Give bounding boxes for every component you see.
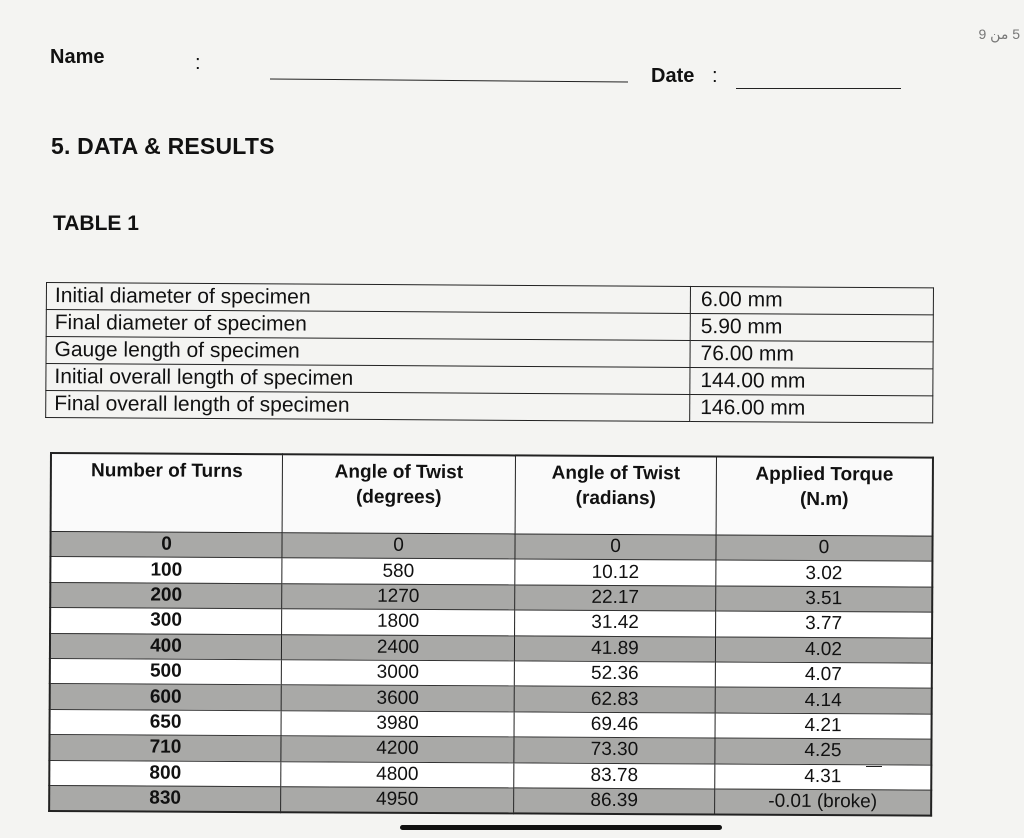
date-blank-line: [736, 88, 901, 89]
specimen-table: [45, 282, 934, 423]
torque-cell: 4.07: [715, 662, 932, 689]
table-row: [49, 785, 931, 816]
date-label: Date: [651, 65, 695, 87]
pen-dash-mark: [866, 766, 882, 767]
torque-cell: 4.02: [715, 637, 932, 664]
table-title: TABLE 1: [53, 212, 139, 235]
torque-cell: -0.01 (broke): [715, 789, 932, 816]
degrees-cell: 4800: [281, 761, 514, 788]
torque-cell: 4.21: [715, 713, 932, 740]
home-indicator-bar[interactable]: [400, 825, 722, 830]
specimen-value: 6.00 mm: [690, 286, 933, 314]
header-number-of-turns: Number of Turns: [51, 453, 283, 533]
name-label: Name: [50, 46, 105, 68]
turns-cell: 300: [50, 608, 282, 635]
header-angle-degrees: Angle of Twist (degrees): [282, 454, 515, 534]
degrees-cell: 580: [282, 558, 515, 585]
radians-cell: 83.78: [514, 762, 715, 788]
turns-cell: 500: [50, 658, 282, 685]
radians-cell: 62.83: [514, 686, 715, 712]
radians-cell: 10.12: [515, 559, 716, 585]
degrees-cell: 3000: [281, 660, 514, 687]
specimen-label: Initial diameter of specimen: [46, 283, 690, 314]
specimen-value: 5.90 mm: [690, 313, 933, 341]
header-applied-torque: Applied Torque (N.m): [716, 456, 933, 536]
date-colon: :: [712, 65, 718, 87]
torque-cell: 4.25: [715, 738, 932, 765]
specimen-label: Final diameter of specimen: [46, 310, 690, 341]
turns-cell: 200: [50, 582, 282, 609]
radians-cell: 0: [515, 534, 716, 560]
degrees-cell: 1270: [282, 583, 515, 610]
torque-cell: 4.31: [715, 764, 932, 791]
specimen-value: 146.00 mm: [690, 394, 933, 422]
specimen-label: Gauge length of specimen: [46, 337, 690, 368]
degrees-cell: 2400: [281, 634, 514, 661]
specimen-value: 76.00 mm: [690, 340, 933, 368]
torque-cell: 3.77: [716, 611, 933, 638]
torsion-header-row: [51, 453, 933, 536]
specimen-label: Initial overall length of specimen: [46, 364, 690, 395]
specimen-value: 144.00 mm: [690, 367, 933, 395]
radians-cell: 22.17: [515, 585, 716, 611]
turns-cell: 800: [49, 760, 281, 787]
radians-cell: 31.42: [515, 610, 716, 636]
radians-cell: 86.39: [514, 788, 715, 815]
turns-cell: 830: [49, 785, 281, 812]
page-counter: 5 من 9: [978, 26, 1020, 42]
torsion-results-table: [48, 452, 934, 817]
name-colon: :: [195, 52, 201, 74]
turns-cell: 100: [50, 557, 282, 584]
section-title: 5. DATA & RESULTS: [51, 133, 275, 159]
name-blank-line: [270, 78, 628, 82]
specimen-label: Final overall length of specimen: [46, 391, 690, 422]
specimen-row: [46, 391, 933, 423]
radians-cell: 73.30: [514, 737, 715, 763]
turns-cell: 650: [50, 709, 282, 736]
turns-cell: 400: [50, 633, 282, 660]
degrees-cell: 4200: [281, 736, 514, 763]
degrees-cell: 3600: [281, 685, 514, 712]
degrees-cell: 3980: [281, 710, 514, 737]
turns-cell: 0: [50, 532, 282, 559]
turns-cell: 600: [50, 684, 282, 711]
degrees-cell: 1800: [282, 609, 515, 636]
torque-cell: 3.02: [716, 560, 933, 587]
degrees-cell: 0: [282, 533, 515, 560]
radians-cell: 41.89: [514, 635, 715, 661]
turns-cell: 710: [49, 735, 281, 762]
torque-cell: 0: [716, 535, 933, 562]
header-angle-radians: Angle of Twist (radians): [515, 455, 716, 535]
torque-cell: 4.14: [715, 687, 932, 714]
radians-cell: 69.46: [514, 712, 715, 738]
degrees-cell: 4950: [281, 787, 514, 814]
radians-cell: 52.36: [514, 661, 715, 687]
torque-cell: 3.51: [716, 586, 933, 613]
